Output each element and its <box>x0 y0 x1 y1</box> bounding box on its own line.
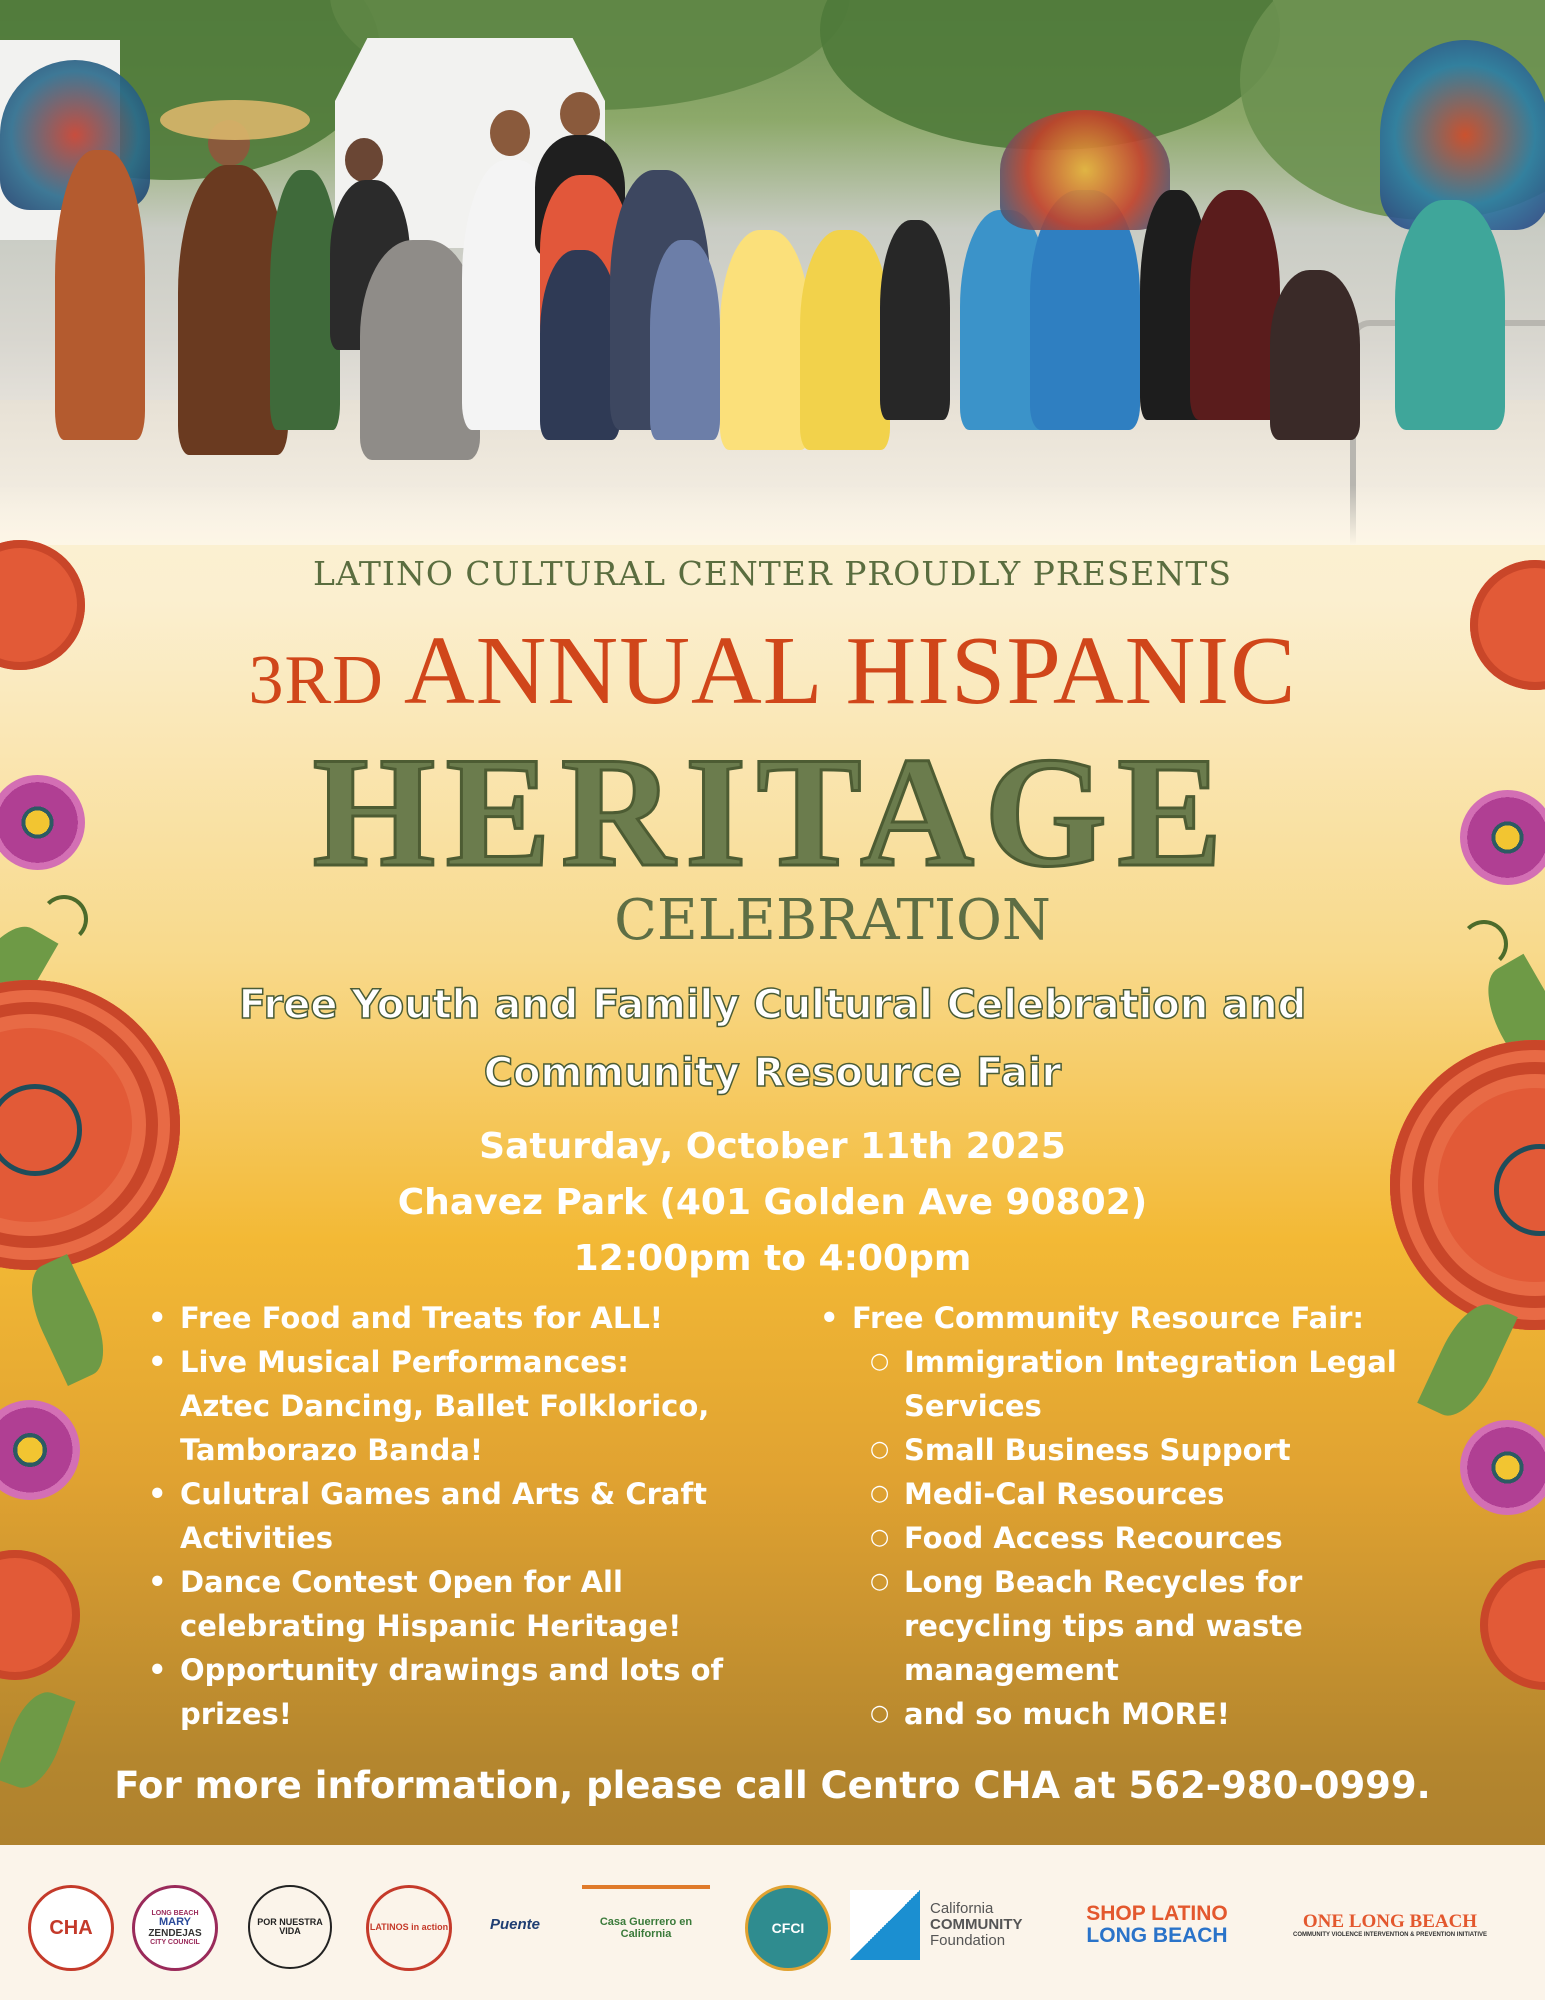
por-nuestra-vida-logo: POR NUESTRA VIDA <box>248 1885 332 1969</box>
latinos-in-action-logo: LATINOS in action <box>366 1885 452 1971</box>
list-item: ○ Small Business Support <box>814 1428 1434 1472</box>
title-heritage: HERITAGE <box>312 725 1233 900</box>
list-item: • Free Food and Treats for ALL! <box>142 1296 782 1340</box>
event-time: 12:00pm to 4:00pm <box>573 1238 972 1279</box>
puente-logo: Puente <box>489 1916 540 1934</box>
list-item: Activities <box>180 1521 334 1555</box>
list-item: ○ Food Access Recources <box>814 1516 1434 1560</box>
resource-fair-list <box>814 1296 1434 1736</box>
list-item: ○ Long Beach Recycles for <box>814 1560 1434 1604</box>
california-community-foundation-logo: California COMMUNITY Foundation <box>850 1885 1060 1965</box>
title-annual <box>0 618 1545 726</box>
list-item: • Opportunity drawings and lots of <box>142 1648 782 1692</box>
event-location: Chavez Park (401 Golden Ave 90802) <box>397 1182 1148 1223</box>
list-item: Tamborazo Banda! <box>180 1433 484 1467</box>
list-item: ○ and so much MORE! <box>814 1692 1434 1736</box>
list-item: prizes! <box>180 1697 293 1731</box>
title-celebration: CELEBRATION <box>614 888 1051 953</box>
list-item: ○ Medi-Cal Resources <box>814 1472 1434 1516</box>
cha-logo: CHA <box>28 1885 114 1971</box>
list-item: • Dance Contest Open for All <box>142 1560 782 1604</box>
casa-guerrero-logo: Casa Guerrero en California <box>582 1885 710 1969</box>
list-item: • Culutral Games and Arts & Craft <box>142 1472 782 1516</box>
mary-zendejas-logo: LONG BEACH MARY ZENDEJAS CITY COUNCIL <box>132 1885 218 1971</box>
list-item: recycling tips and waste <box>904 1609 1303 1643</box>
title-ordinal: 3RD <box>248 642 384 719</box>
title-annual-rest: ANNUAL HISPANIC <box>403 617 1297 725</box>
list-item: celebrating Hispanic Heritage! <box>180 1609 682 1643</box>
activities-list <box>142 1296 782 1736</box>
list-item: management <box>904 1653 1119 1687</box>
list-item: ○ Immigration Integration Legal <box>814 1340 1434 1384</box>
presenter-line: LATINO CULTURAL CENTER PROUDLY PRESENTS <box>312 554 1233 593</box>
contact-info: For more information, please call Centro CHA at 562-980-0999. <box>114 1764 1431 1807</box>
subtitle-line-1: Free Youth and Family Cultural Celebration and <box>238 982 1307 1028</box>
sponsor-strip <box>0 1845 1545 2000</box>
shop-latino-long-beach-logo: SHOP LATINO LONG BEACH <box>1086 1901 1228 1947</box>
list-heading: • Free Community Resource Fair: <box>814 1296 1434 1340</box>
list-item: • Live Musical Performances: <box>142 1340 782 1384</box>
one-long-beach-logo: ONE LONG BEACH COMMUNITY VIOLENCE INTERVENTION & PREVENTION INITIATIVE <box>1292 1910 1487 1938</box>
list-item: Services <box>904 1389 1042 1423</box>
group-photo <box>0 0 1545 545</box>
cfci-logo: CFCI <box>745 1885 831 1971</box>
list-item: Aztec Dancing, Ballet Folklorico, <box>180 1389 710 1423</box>
ccf-mark-icon <box>850 1890 920 1960</box>
subtitle-line-2: Community Resource Fair <box>483 1050 1062 1096</box>
event-date: Saturday, October 11th 2025 <box>479 1126 1066 1167</box>
